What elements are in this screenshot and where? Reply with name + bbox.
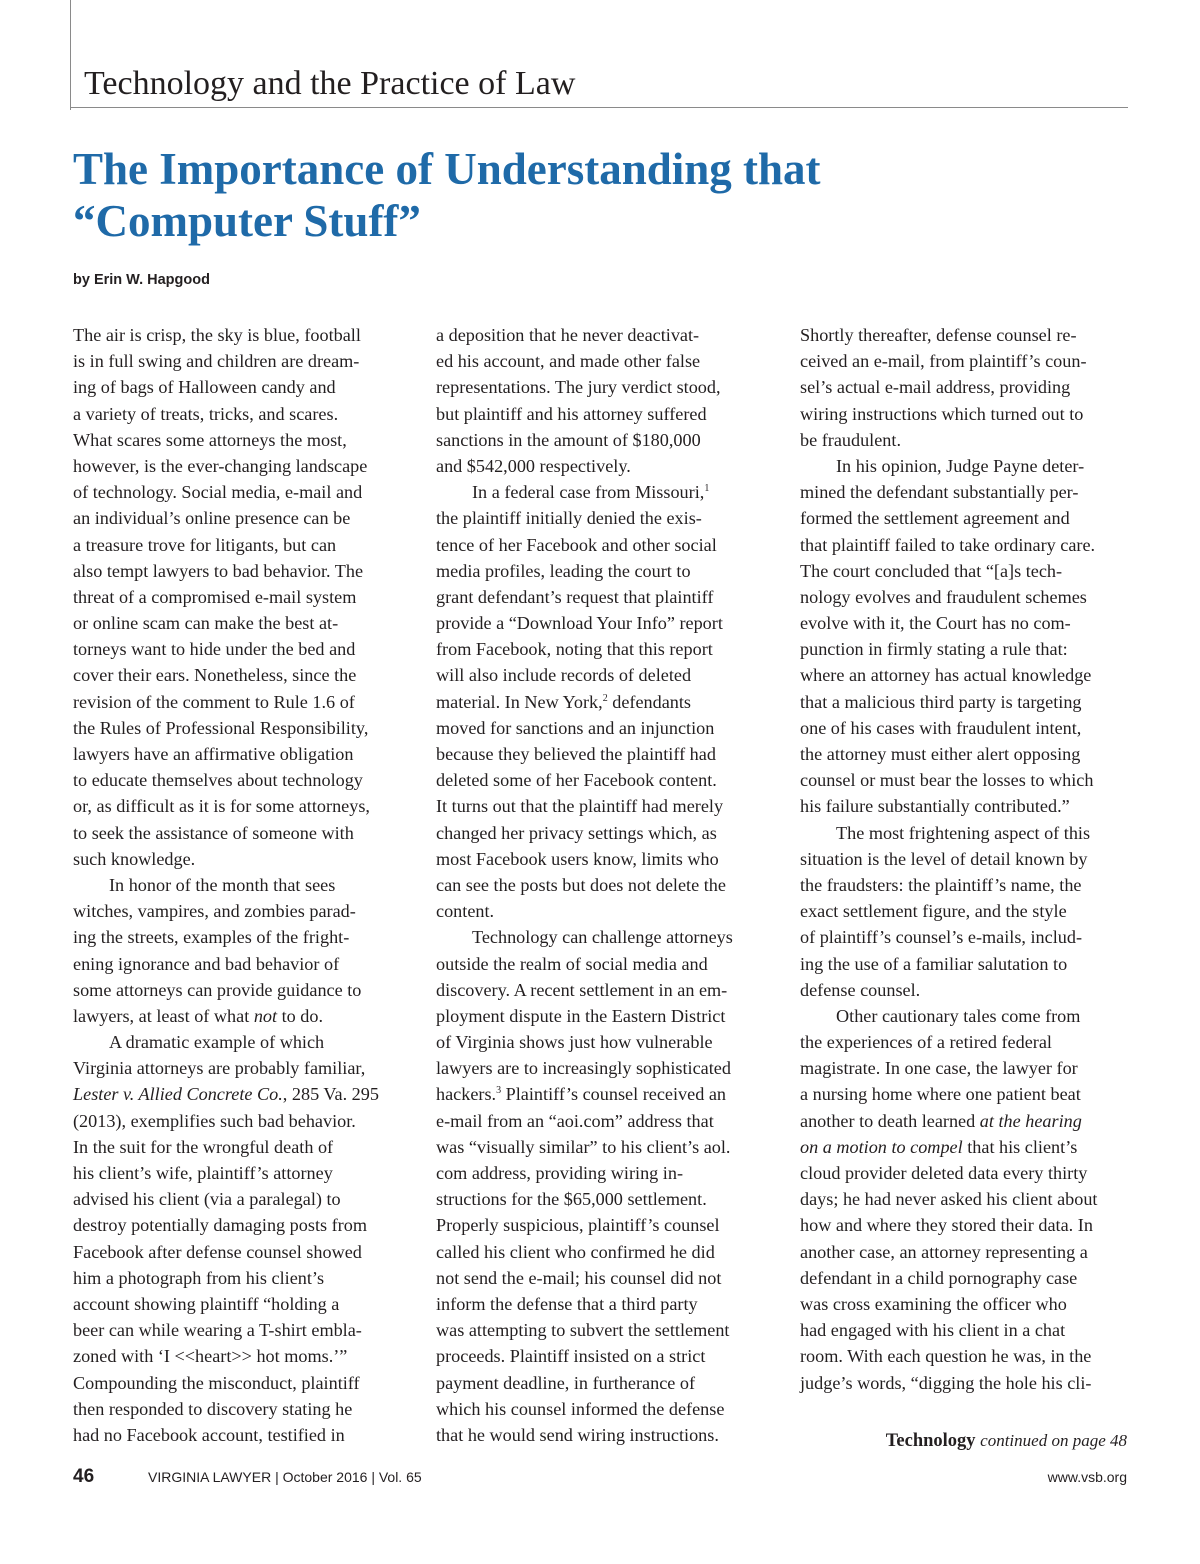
text-run: be fraudulent.	[800, 429, 901, 450]
text-run: is in full swing and children are dream-	[73, 351, 360, 372]
text-line	[436, 427, 771, 453]
text-line	[73, 636, 403, 662]
text-run: lawyers are to increasingly sophisticated	[436, 1058, 731, 1079]
article-title-line-1: The Importance of Understanding that	[73, 144, 821, 194]
text-run: outside the realm of social media and	[436, 953, 708, 974]
text-run: grant defendant’s request that plaintiff	[436, 586, 714, 607]
text-line	[436, 374, 771, 400]
text-line	[436, 636, 771, 662]
text-run: also tempt lawyers to bad behavior. The	[73, 560, 364, 581]
text-run: hackers.	[436, 1084, 497, 1105]
text-run: defendant in a child pornography case	[800, 1267, 1078, 1288]
text-run: because they believed the plaintiff had	[436, 744, 716, 764]
text-run: room. With each question he was, in the	[800, 1346, 1092, 1367]
text-line	[73, 793, 403, 819]
text-run: , 285 Va. 295	[282, 1084, 379, 1105]
text-line	[73, 1422, 403, 1448]
text-run: payment deadline, in furtherance of	[436, 1372, 696, 1393]
text-line	[800, 1186, 1135, 1212]
text-run: a variety of treats, tricks, and scares.	[73, 403, 339, 424]
text-run: his client’s wife, plaintiff’s attorney	[73, 1163, 333, 1183]
text-run: defendants	[607, 691, 692, 712]
text-line	[436, 1081, 771, 1107]
text-run: cloud provider deleted data every thirty	[800, 1163, 1088, 1183]
text-run: threat of a compromised e-mail system	[73, 586, 357, 607]
text-line	[436, 846, 771, 872]
article-title	[73, 143, 821, 247]
text-line	[436, 1370, 771, 1396]
footnote-ref: 1	[704, 483, 710, 495]
text-line	[436, 532, 771, 558]
text-run: proceeds. Plaintiff insisted on a strict	[436, 1346, 706, 1367]
text-run: of plaintiff’s counsel’s e-mails, includ-	[800, 927, 1083, 948]
text-run: Facebook after defense counsel showed	[73, 1241, 362, 1262]
text-line	[800, 715, 1135, 741]
text-run: the plaintiff initially denied the exis-	[436, 508, 702, 529]
text-run: ed his account, and made other false	[436, 351, 701, 372]
text-line	[436, 767, 771, 793]
text-run: the fraudsters: the plaintiff’s name, the	[800, 874, 1082, 895]
text-line	[436, 715, 771, 741]
text-run: where an attorney has actual knowledge	[800, 665, 1092, 686]
text-run: Shortly thereafter, defense counsel re-	[800, 325, 1077, 345]
text-run: moved for sanctions and an injunction	[436, 717, 715, 738]
text-run: zoned with ‘I <<heart>> hot moms.’”	[73, 1346, 348, 1367]
text-run: one of his cases with fraudulent intent,	[800, 717, 1082, 738]
text-line	[73, 453, 403, 479]
text-run: such knowledge.	[73, 848, 196, 869]
text-run: In honor of the month that sees	[109, 874, 336, 895]
text-line	[73, 1265, 403, 1291]
text-run: him a photograph from his client’s	[73, 1267, 325, 1288]
text-line	[800, 348, 1135, 374]
text-run: material. In New York,	[436, 691, 603, 712]
text-line	[800, 1160, 1135, 1186]
continued-text: continued on page 48	[980, 1431, 1127, 1450]
text-line	[73, 401, 403, 427]
body-column-2	[436, 322, 771, 1448]
text-line	[800, 1055, 1135, 1081]
text-run: lawyers, at least of what	[73, 1005, 254, 1026]
text-run: com address, providing wiring in-	[436, 1163, 684, 1183]
text-run: a deposition that he never deactivat-	[436, 325, 700, 345]
text-line	[73, 1212, 403, 1238]
text-line	[800, 1003, 1135, 1029]
text-line	[800, 427, 1135, 453]
text-run: or, as difficult as it is for some attorneys,	[73, 796, 370, 817]
text-run: The court concluded that “[a]s tech-	[800, 560, 1063, 581]
text-run: the attorney must either alert opposing	[800, 744, 1081, 764]
text-line	[800, 1265, 1135, 1291]
text-line	[800, 505, 1135, 531]
text-line	[73, 1370, 403, 1396]
text-run: beer can while wearing a T-shirt embla-	[73, 1320, 362, 1341]
text-line	[800, 1212, 1135, 1238]
section-heading: Technology and the Practice of Law	[84, 65, 576, 102]
text-line	[436, 1055, 771, 1081]
text-line	[800, 951, 1135, 977]
text-line	[436, 1317, 771, 1343]
text-line	[436, 1265, 771, 1291]
text-run: of Virginia shows just how vulnerable	[436, 1032, 713, 1053]
text-line	[800, 977, 1135, 1003]
text-line	[436, 741, 771, 767]
text-line	[73, 1239, 403, 1265]
text-line	[436, 662, 771, 688]
text-run: another case, an attorney representing a	[800, 1241, 1088, 1262]
text-line	[73, 1343, 403, 1369]
text-run: destroy potentially damaging posts from	[73, 1215, 367, 1236]
text-line	[73, 820, 403, 846]
text-line	[436, 1003, 771, 1029]
text-line	[73, 1396, 403, 1422]
text-line	[800, 584, 1135, 610]
italic-run: Lester v. Allied Concrete Co.	[73, 1084, 283, 1105]
text-line	[436, 610, 771, 636]
text-run: A dramatic example of which	[109, 1032, 325, 1053]
text-line	[436, 348, 771, 374]
text-run: magistrate. In one case, the lawyer for	[800, 1058, 1078, 1079]
text-run: that he would send wiring instructions.	[436, 1424, 719, 1445]
text-line	[436, 558, 771, 584]
text-line	[436, 689, 771, 715]
body-column-3	[800, 322, 1135, 1396]
text-run: judge’s words, “digging the hole his cli-	[800, 1372, 1092, 1393]
text-run: to do.	[277, 1005, 324, 1026]
body-column-1	[73, 322, 403, 1448]
text-run: evolve with it, the Court has no com-	[800, 613, 1071, 634]
text-run: ployment dispute in the Eastern District	[436, 1005, 726, 1026]
text-run: structions for the $65,000 settlement.	[436, 1189, 707, 1210]
text-run: that his client’s	[962, 1136, 1078, 1157]
text-line	[800, 741, 1135, 767]
text-run: In his opinion, Judge Payne deter-	[836, 455, 1085, 476]
text-line	[436, 898, 771, 924]
text-run: ing of bags of Halloween candy and	[73, 377, 336, 398]
text-run: which his counsel informed the defense	[436, 1398, 725, 1419]
text-line	[800, 846, 1135, 872]
text-run: Plaintiff’s counsel received an	[501, 1084, 727, 1105]
text-run: days; he had never asked his client about	[800, 1189, 1098, 1210]
text-line	[800, 898, 1135, 924]
text-run: mined the defendant substantially per-	[800, 482, 1079, 503]
text-run: of technology. Social media, e-mail and	[73, 482, 363, 503]
page-number: 46	[73, 1466, 95, 1487]
text-line	[73, 767, 403, 793]
text-run: to seek the assistance of someone with	[73, 822, 354, 843]
website-link[interactable]: www.vsb.org	[1047, 1469, 1127, 1485]
text-run: a treasure trove for litigants, but can	[73, 534, 337, 555]
text-line	[73, 977, 403, 1003]
text-run: how and where they stored their data. In	[800, 1215, 1093, 1236]
footnote-ref: 3	[496, 1085, 502, 1097]
text-run: Compounding the misconduct, plaintiff	[73, 1372, 360, 1393]
text-run: formed the settlement agreement and	[800, 508, 1070, 529]
text-run: What scares some attorneys the most,	[73, 429, 347, 450]
text-line	[73, 715, 403, 741]
text-run: from Facebook, noting that this report	[436, 639, 713, 660]
text-run: however, is the ever-changing landscape	[73, 455, 368, 476]
text-run: (2013), exemplifies such bad behavior.	[73, 1110, 356, 1131]
text-run: Virginia attorneys are probably familiar,	[73, 1058, 366, 1079]
text-line	[436, 1239, 771, 1265]
text-line	[436, 1029, 771, 1055]
text-run: sanctions in the amount of $180,000	[436, 429, 701, 450]
text-line	[436, 1108, 771, 1134]
text-run: It turns out that the plaintiff had merely	[436, 796, 724, 817]
text-run: sel’s actual e-mail address, providing	[800, 377, 1071, 398]
text-run: In a federal case from Missouri,	[472, 482, 705, 503]
text-line	[800, 767, 1135, 793]
text-line	[73, 1291, 403, 1317]
text-run: In the suit for the wrongful death of	[73, 1136, 334, 1157]
text-line	[73, 584, 403, 610]
text-line	[800, 662, 1135, 688]
text-run: discovery. A recent settlement in an em-	[436, 979, 728, 1000]
text-run: torneys want to hide under the bed and	[73, 639, 356, 660]
text-run: a nursing home where one patient beat	[800, 1084, 1081, 1105]
text-line	[73, 1317, 403, 1343]
text-run: most Facebook users know, limits who	[436, 848, 719, 869]
text-line	[73, 741, 403, 767]
text-run: an individual’s online presence can be	[73, 508, 351, 529]
text-line	[800, 1029, 1135, 1055]
text-line	[73, 1108, 403, 1134]
text-line	[73, 322, 403, 348]
text-line	[800, 872, 1135, 898]
text-line	[800, 1134, 1135, 1160]
text-line	[436, 401, 771, 427]
text-line	[73, 689, 403, 715]
text-line	[800, 1081, 1135, 1107]
text-run: not send the e-mail; his counsel did not	[436, 1267, 722, 1288]
text-line	[436, 1291, 771, 1317]
text-line	[73, 1081, 403, 1107]
text-line	[73, 374, 403, 400]
text-line	[73, 610, 403, 636]
text-run: advised his client (via a paralegal) to	[73, 1189, 341, 1210]
text-line	[73, 427, 403, 453]
continued-label: Technology	[885, 1431, 976, 1451]
text-line	[73, 1055, 403, 1081]
text-run: that plaintiff failed to take ordinary care.	[800, 534, 1096, 555]
text-run: media profiles, leading the court to	[436, 560, 691, 581]
text-run: his failure substantially contributed.”	[800, 796, 1070, 817]
text-line	[800, 1291, 1135, 1317]
publication-info: VIRGINIA LAWYER | October 2016 | Vol. 65	[148, 1469, 422, 1485]
text-run: witches, vampires, and zombies parad-	[73, 901, 356, 922]
text-line	[436, 322, 771, 348]
text-run: or online scam can make the best at-	[73, 613, 339, 634]
text-run: some attorneys can provide guidance to	[73, 979, 362, 1000]
text-line	[436, 1343, 771, 1369]
text-line	[436, 872, 771, 898]
text-line	[800, 1343, 1135, 1369]
italic-run: on a motion to compel	[800, 1136, 963, 1157]
text-line	[436, 479, 771, 505]
text-run: defense counsel.	[800, 979, 921, 1000]
text-line	[73, 505, 403, 531]
text-run: nology evolves and fraudulent schemes	[800, 586, 1087, 607]
text-line	[73, 662, 403, 688]
text-run: The most frightening aspect of this	[836, 822, 1091, 843]
continued-note	[886, 1431, 1127, 1452]
text-run: exact settlement figure, and the style	[800, 901, 1067, 922]
text-line	[800, 479, 1135, 505]
text-line	[800, 558, 1135, 584]
text-line	[800, 401, 1135, 427]
text-line	[436, 977, 771, 1003]
text-line	[73, 532, 403, 558]
text-line	[436, 924, 771, 950]
text-run: representations. The jury verdict stood,	[436, 377, 721, 398]
text-run: had engaged with his client in a chat	[800, 1320, 1066, 1341]
text-line	[800, 610, 1135, 636]
text-run: will also include records of deleted	[436, 665, 692, 686]
text-line	[73, 898, 403, 924]
text-run: but plaintiff and his attorney suffered	[436, 403, 707, 424]
text-line	[73, 1134, 403, 1160]
page-footer	[73, 1466, 1127, 1490]
text-run: content.	[436, 901, 495, 922]
text-line	[800, 689, 1135, 715]
text-line	[73, 872, 403, 898]
text-line	[436, 1134, 771, 1160]
text-line	[73, 951, 403, 977]
text-line	[800, 532, 1135, 558]
text-line	[436, 820, 771, 846]
text-run: changed her privacy settings which, as	[436, 822, 717, 843]
text-run: Properly suspicious, plaintiff’s counsel	[436, 1215, 720, 1236]
article-title-line-2: “Computer Stuff”	[73, 196, 421, 246]
text-run: inform the defense that a third party	[436, 1293, 698, 1314]
text-run: ing the use of a familiar salutation to	[800, 953, 1068, 974]
text-line	[800, 322, 1135, 348]
text-line	[800, 1239, 1135, 1265]
text-run: punction in firmly stating a rule that:	[800, 639, 1068, 660]
footnote-ref: 2	[602, 692, 608, 704]
text-run: lawyers have an affirmative obligation	[73, 744, 354, 764]
text-line	[436, 1396, 771, 1422]
text-run: ceived an e-mail, from plaintiff’s coun-	[800, 351, 1087, 372]
text-run: the experiences of a retired federal	[800, 1032, 1052, 1053]
text-run: then responded to discovery stating he	[73, 1398, 353, 1419]
text-line	[436, 505, 771, 531]
text-run: ing the streets, examples of the fright-	[73, 927, 350, 948]
header-vertical-rule	[70, 0, 71, 110]
text-line	[73, 846, 403, 872]
text-run: Other cautionary tales come from	[836, 1005, 1081, 1026]
text-line	[800, 1317, 1135, 1343]
text-run: to educate themselves about technology	[73, 770, 363, 791]
text-line	[436, 1160, 771, 1186]
text-line	[436, 1422, 771, 1448]
text-run: was “visually similar” to his client’s aol.	[436, 1136, 731, 1157]
italic-run: not	[253, 1005, 278, 1026]
text-line	[800, 1370, 1135, 1396]
header-rule	[70, 107, 1128, 108]
text-line	[73, 924, 403, 950]
byline: by Erin W. Hapgood	[73, 272, 210, 288]
text-run: account showing plaintiff “holding a	[73, 1293, 340, 1314]
text-run: called his client who confirmed he did	[436, 1241, 715, 1262]
text-line	[73, 558, 403, 584]
text-line	[800, 636, 1135, 662]
text-run: provide a “Download Your Info” report	[436, 613, 723, 634]
text-line	[800, 453, 1135, 479]
text-line	[436, 951, 771, 977]
text-line	[800, 924, 1135, 950]
text-line	[73, 348, 403, 374]
text-run: Technology can challenge attorneys	[472, 927, 733, 948]
text-line	[436, 1186, 771, 1212]
text-line	[800, 793, 1135, 819]
text-line	[73, 1160, 403, 1186]
text-run: that a malicious third party is targeting	[800, 691, 1082, 712]
text-run: had no Facebook account, testified in	[73, 1424, 345, 1445]
text-run: was attempting to subvert the settlement	[436, 1320, 730, 1341]
text-line	[436, 584, 771, 610]
text-run: deleted some of her Facebook content.	[436, 770, 717, 791]
text-run: tence of her Facebook and other social	[436, 534, 717, 555]
text-run: wiring instructions which turned out to	[800, 403, 1084, 424]
text-line	[800, 1108, 1135, 1134]
text-line	[73, 479, 403, 505]
text-run: counsel or must bear the losses to which	[800, 770, 1094, 791]
text-run: revision of the comment to Rule 1.6 of	[73, 691, 355, 712]
text-run: cover their ears. Nonetheless, since the	[73, 665, 357, 686]
text-run: was cross examining the officer who	[800, 1293, 1067, 1314]
text-line	[73, 1003, 403, 1029]
text-line	[800, 820, 1135, 846]
text-run: The air is crisp, the sky is blue, football	[73, 325, 361, 345]
text-run: another to death learned	[800, 1110, 980, 1131]
text-line	[800, 374, 1135, 400]
text-line	[436, 1212, 771, 1238]
text-run: situation is the level of detail known by	[800, 848, 1088, 869]
text-line	[436, 793, 771, 819]
text-run: can see the posts but does not delete the	[436, 874, 726, 895]
text-line	[73, 1029, 403, 1055]
text-line	[436, 453, 771, 479]
italic-run: at the hearing	[979, 1110, 1082, 1131]
text-run: ening ignorance and bad behavior of	[73, 953, 340, 974]
text-run: and $542,000 respectively.	[436, 455, 631, 476]
text-run: e-mail from an “aoi.com” address that	[436, 1110, 714, 1131]
text-run: the Rules of Professional Responsibility,	[73, 717, 369, 738]
text-line	[73, 1186, 403, 1212]
